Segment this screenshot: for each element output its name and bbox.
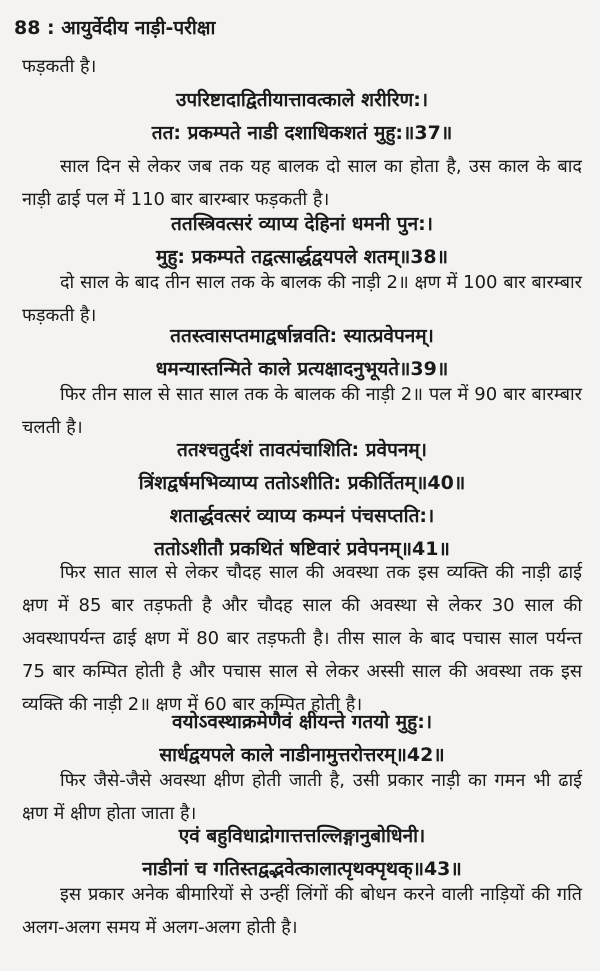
verse-line: त्रिंशद्वर्षमभिव्याप्य ततोऽशीति: प्रकीर्तितम्॥40॥	[138, 472, 466, 494]
verse-line: ततस्त्रिवत्सरं व्याप्य देहिनां धमनी पुन:।	[171, 213, 433, 235]
prose-paragraph	[22, 878, 582, 944]
verse-line: नाडीनां च गतिस्तद्वद्भवेत्कालात्पृथक्पृथक्॥43॥	[142, 858, 462, 880]
verse-line: ततश्चतुर्दशं तावत्पंचाशिति: प्रवेपनम्।	[177, 439, 427, 461]
sanskrit-verse-37	[22, 84, 582, 150]
prose-paragraph: फड़कती है।	[22, 56, 97, 77]
verse-line: मुहु: प्रकम्पते तद्वत्सार्द्धद्वयपले शतम्॥38॥	[155, 246, 449, 268]
prose-paragraph	[22, 150, 582, 216]
verse-line: धमन्यास्तन्मिते काले प्रत्यक्षादनुभूयते॥39॥	[155, 358, 449, 380]
sanskrit-verse-43	[22, 820, 582, 886]
verse-line: तत: प्रकम्पते नाडी दशाधिकशतं मुहु:॥37॥	[151, 122, 453, 144]
sanskrit-verse-39	[22, 320, 582, 386]
paragraph-text: फिर जैसे-जैसे अवस्था क्षीण होती जाती है, उसी प्रकार नाड़ी का गमन भी ढाई क्षण में क्षीण होता जाता है।	[22, 770, 582, 824]
paragraph-text: फिर सात साल से लेकर चौदह साल की अवस्था तक इस व्यक्ति की नाड़ी ढाई क्षण में 85 बार तड़फती है और चौदह साल की अवस्था से लेकर 30 साल की अवस्थापर्यन्त ढाई क्षण में 80 बार तड़फती है। तीस साल के बाद पचास साल पर्यन्त 75 बार कम्पित होती है और पचास साल से लेकर अस्सी साल की अवस्था तक इस व्यक्ति की नाड़ी 2॥ क्षण में 60 बार कम्पित होती है।	[22, 562, 582, 715]
sanskrit-verse-40-41	[22, 434, 582, 566]
verse-line: उपरिष्टादाद्वितीयात्तावत्काले शरीरिण:।	[175, 89, 429, 111]
sanskrit-verse-38	[22, 208, 582, 274]
verse-line: ततस्त्वासप्तमाद्वर्षान्नवति: स्यात्प्रवेपनम्।	[170, 325, 434, 347]
running-header: 88 : आयुर्वेदीय नाड़ी-परीक्षा	[14, 17, 216, 39]
verse-line: ततोऽशीतौ प्रकथितं षष्टिवारं प्रवेपनम्॥41॥	[154, 538, 450, 560]
paragraph-text: दो साल के बाद तीन साल तक के बालक की नाड़ी 2॥ क्षण में 100 बार बारम्बार फड़कती है।	[22, 272, 582, 326]
paragraph-text: फिर तीन साल से सात साल तक के बालक की नाड़ी 2॥ पल में 90 बार बारम्बार चलती है।	[22, 384, 582, 438]
prose-paragraph	[22, 556, 582, 721]
verse-line: एवं बहुविधाद्रोगात्तत्तल्लिङ्गानुबोधिनी।	[178, 825, 426, 847]
paragraph-text: साल दिन से लेकर जब तक यह बालक दो साल का होता है, उस काल के बाद नाड़ी ढाई पल में 110 बार बारम्बार फड़कती है।	[22, 156, 582, 210]
verse-line: शतार्द्धवत्सरं व्याप्य कम्पनं पंचसप्तति:।	[169, 505, 435, 527]
sanskrit-verse-42	[22, 706, 582, 772]
verse-line: सार्धद्वयपले काले नाडीनामुत्तरोत्तरम्॥42॥	[159, 744, 445, 766]
paragraph-text: इस प्रकार अनेक बीमारियों से उन्हीं लिंगों की बोधन करने वाली नाड़ियों की गति अलग-अलग समय में अलग-अलग होती है।	[22, 884, 582, 938]
verse-line: वयोऽवस्थाक्रमेणैवं क्षीयन्ते गतयो मुहु:।	[171, 711, 433, 733]
